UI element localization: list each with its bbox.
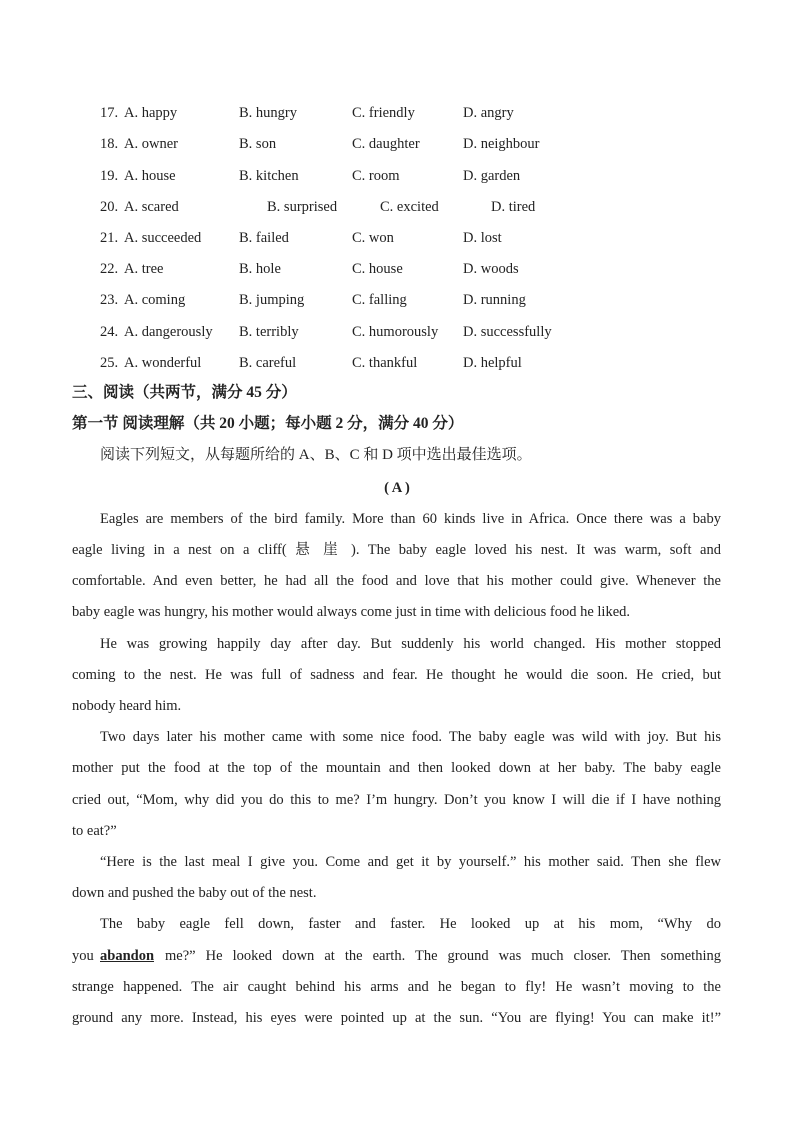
option-a: A. dangerously bbox=[124, 324, 213, 340]
passage-line: Two days later his mother came with some nice food. The baby eagle was wild with joy. But his bbox=[100, 729, 721, 745]
option-c: C. thankful bbox=[352, 355, 418, 371]
option-b: B. failed bbox=[239, 230, 289, 246]
instruction-text: 阅读下列短文，从每题所给的 A、B、C 和 D 项中选出最佳选项。 bbox=[100, 447, 532, 463]
option-a: A. scared bbox=[124, 199, 179, 215]
option-d: D. woods bbox=[463, 261, 519, 277]
question-number: 17. bbox=[100, 105, 119, 121]
option-c: C. excited bbox=[380, 199, 439, 215]
passage-line-prefix: you bbox=[72, 948, 94, 964]
option-c: C. room bbox=[352, 168, 400, 184]
passage-line: ground any more. Instead, his eyes were pointed up at the sun. “You are flying! You can make it!” bbox=[72, 1010, 721, 1026]
passage-line: He was growing happily day after day. But suddenly his world changed. His mother stopped bbox=[100, 636, 721, 652]
option-c: C. won bbox=[352, 230, 394, 246]
part-heading: 第一节 阅读理解（共 20 小题；每小题 2 分，满分 40 分） bbox=[72, 415, 464, 432]
option-b: B. son bbox=[239, 136, 277, 152]
passage-line: to eat?” bbox=[72, 823, 117, 839]
passage-title: ( A ) bbox=[384, 480, 410, 496]
option-c: C. humorously bbox=[352, 324, 439, 340]
question-number: 24. bbox=[100, 324, 119, 340]
option-b: B. kitchen bbox=[239, 168, 299, 184]
option-a: A. wonderful bbox=[124, 355, 202, 371]
question-number: 18. bbox=[100, 136, 119, 152]
section-heading: 三、阅读（共两节，满分 45 分） bbox=[72, 384, 297, 401]
passage-line: nobody heard him. bbox=[72, 698, 182, 714]
option-a: A. happy bbox=[124, 105, 178, 121]
option-d: D. lost bbox=[463, 230, 502, 246]
question-number: 20. bbox=[100, 199, 119, 215]
passage-line: eagle living in a nest on a cliff( 悬 崖 ). The baby eagle loved his nest. It was warm, soft and bbox=[72, 542, 721, 558]
option-a: A. tree bbox=[124, 261, 164, 277]
option-d: D. garden bbox=[463, 168, 521, 184]
question-number: 19. bbox=[100, 168, 119, 184]
option-d: D. neighbour bbox=[463, 136, 540, 152]
option-c: C. falling bbox=[352, 292, 407, 308]
passage-line: “Here is the last meal I give you. Come and get it by yourself.” his mother said. Then she flew bbox=[100, 854, 721, 870]
option-b: B. careful bbox=[239, 355, 297, 371]
passage-line: cried out, “Mom, why did you do this to me? I’m hungry. Don’t you know I will die if I have nothing bbox=[72, 792, 721, 808]
question-number: 21. bbox=[100, 230, 119, 246]
option-d: D. tired bbox=[491, 199, 536, 215]
option-c: C. daughter bbox=[352, 136, 420, 152]
passage-line: coming to the nest. He was full of sadness and fear. He thought he would die soon. He cried, but bbox=[72, 667, 721, 683]
passage-line: down and pushed the baby out of the nest. bbox=[72, 885, 317, 901]
option-d: D. angry bbox=[463, 105, 514, 121]
question-number: 22. bbox=[100, 261, 119, 277]
option-b: B. hungry bbox=[239, 105, 297, 121]
option-a: A. coming bbox=[124, 292, 186, 308]
passage-line: strange happened. The air caught behind his arms and he began to fly! He wasn’t moving to the bbox=[72, 979, 721, 995]
option-b: B. surprised bbox=[267, 199, 338, 215]
option-b: B. jumping bbox=[239, 292, 305, 308]
option-b: B. terribly bbox=[239, 324, 299, 340]
option-d: D. running bbox=[463, 292, 526, 308]
option-d: D. helpful bbox=[463, 355, 522, 371]
option-c: C. house bbox=[352, 261, 403, 277]
passage-line: baby eagle was hungry, his mother would always come just in time with delicious food he liked. bbox=[72, 604, 631, 620]
option-b: B. hole bbox=[239, 261, 281, 277]
passage-line: Eagles are members of the bird family. More than 60 kinds live in Africa. Once there was a baby bbox=[100, 511, 721, 527]
option-d: D. successfully bbox=[463, 324, 552, 340]
passage-line: me?” He looked down at the earth. The ground was much closer. Then something bbox=[165, 948, 721, 964]
option-a: A. succeeded bbox=[124, 230, 202, 246]
passage-line: The baby eagle fell down, faster and faster. He looked up at his mom, “Why do bbox=[100, 916, 721, 932]
passage-line: mother put the food at the top of the mountain and then looked down at her baby. The baby eagle bbox=[72, 760, 721, 776]
question-number: 25. bbox=[100, 355, 119, 371]
option-a: A. owner bbox=[124, 136, 178, 152]
question-number: 23. bbox=[100, 292, 119, 308]
highlighted-word: abandon bbox=[100, 948, 155, 964]
option-a: A. house bbox=[124, 168, 176, 184]
option-c: C. friendly bbox=[352, 105, 415, 121]
passage-line: comfortable. And even better, he had all the food and love that his mother could give. Whenever the bbox=[72, 573, 721, 589]
